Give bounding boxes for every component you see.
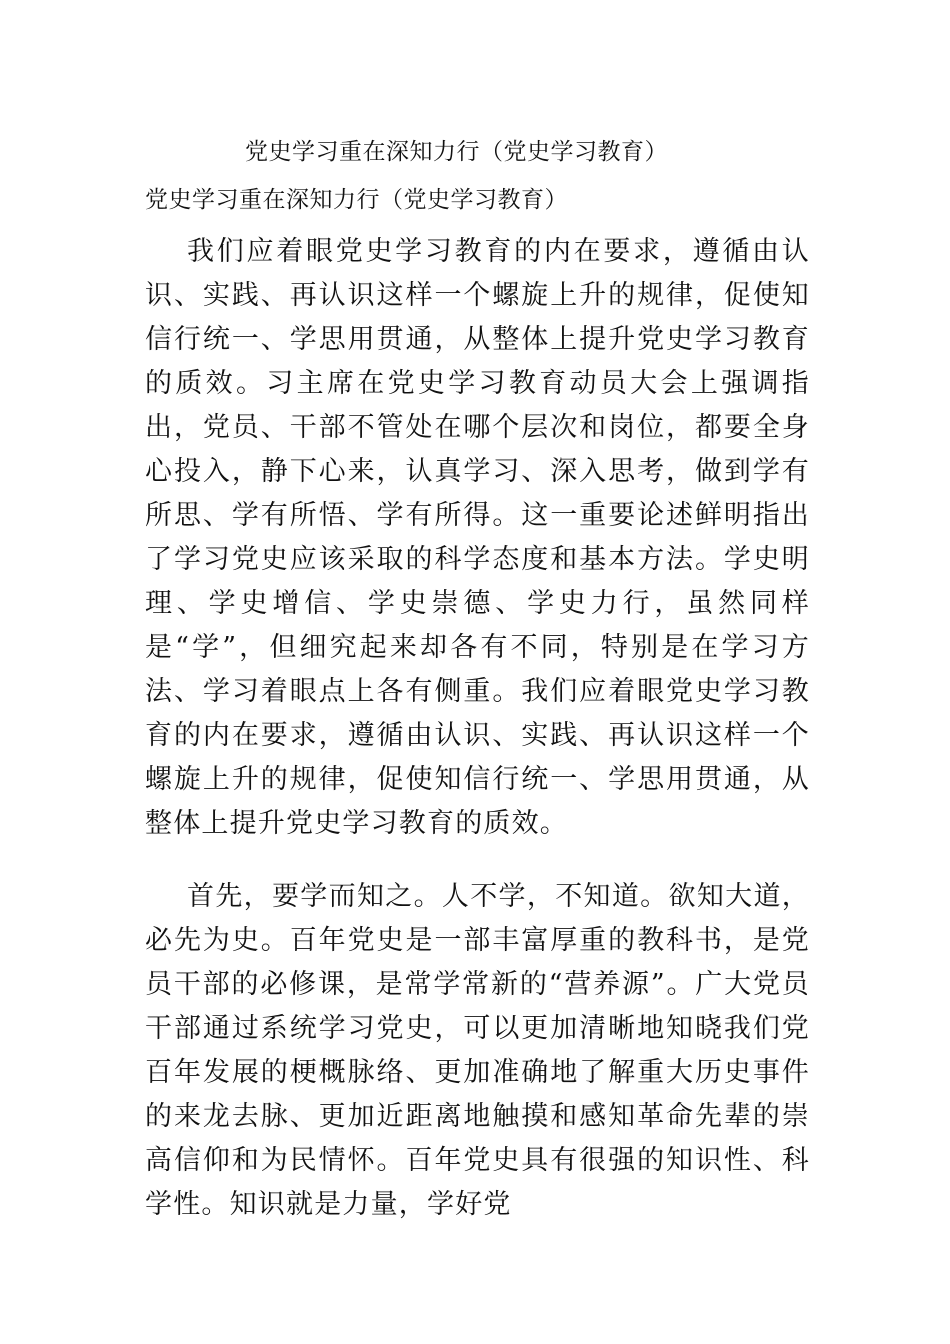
document-subtitle: 党史学习重在深知力行（党史学习教育）: [145, 187, 568, 213]
body-paragraph: 我们应着眼党史学习教育的内在要求，遵循由认识、实践、再认识这样一个螺旋上升的规律，促使知信行统一、学思用贯通，从整体上提升党史学习教育的质效。习主席在党史学习教育动员大会上强调指出，党员、干部不管处在哪个层次和岗位，都要全身心投入，静下心来，认真学习、深入思考，做到学有所思、学有所悟、学有所得。这一重要论述鲜明指出了学习党史应该采取的科学态度和基本方法。学史明理、学史增信、学史崇德、学史力行，虽然同样是“学”，但细究起来却各有不同，特别是在学习方法、学习着眼点上各有侧重。我们应着眼党史学习教育的内在要求，遵循由认识、实践、再认识这样一个螺旋上升的规律，促使知信行统一、学思用贯通，从整体上提升党史学习教育的质效。: [145, 236, 810, 839]
document-title: 党史学习重在深知力行（党史学习教育）: [245, 139, 668, 165]
body-paragraph: 首先，要学而知之。人不学，不知道。欲知大道，必先为史。百年党史是一部丰富厚重的教科书，是党员干部的必修课，是常学常新的“营养源”。广大党员干部通过系统学习党史，可以更加清晰地知晓我们党百年发展的梗概脉络、更加准确地了解重大历史事件的来龙去脉、更加近距离地触摸和感知革命先辈的崇高信仰和为民情怀。百年党史具有很强的知识性、科学性。知识就是力量，学好党: [145, 881, 810, 1220]
